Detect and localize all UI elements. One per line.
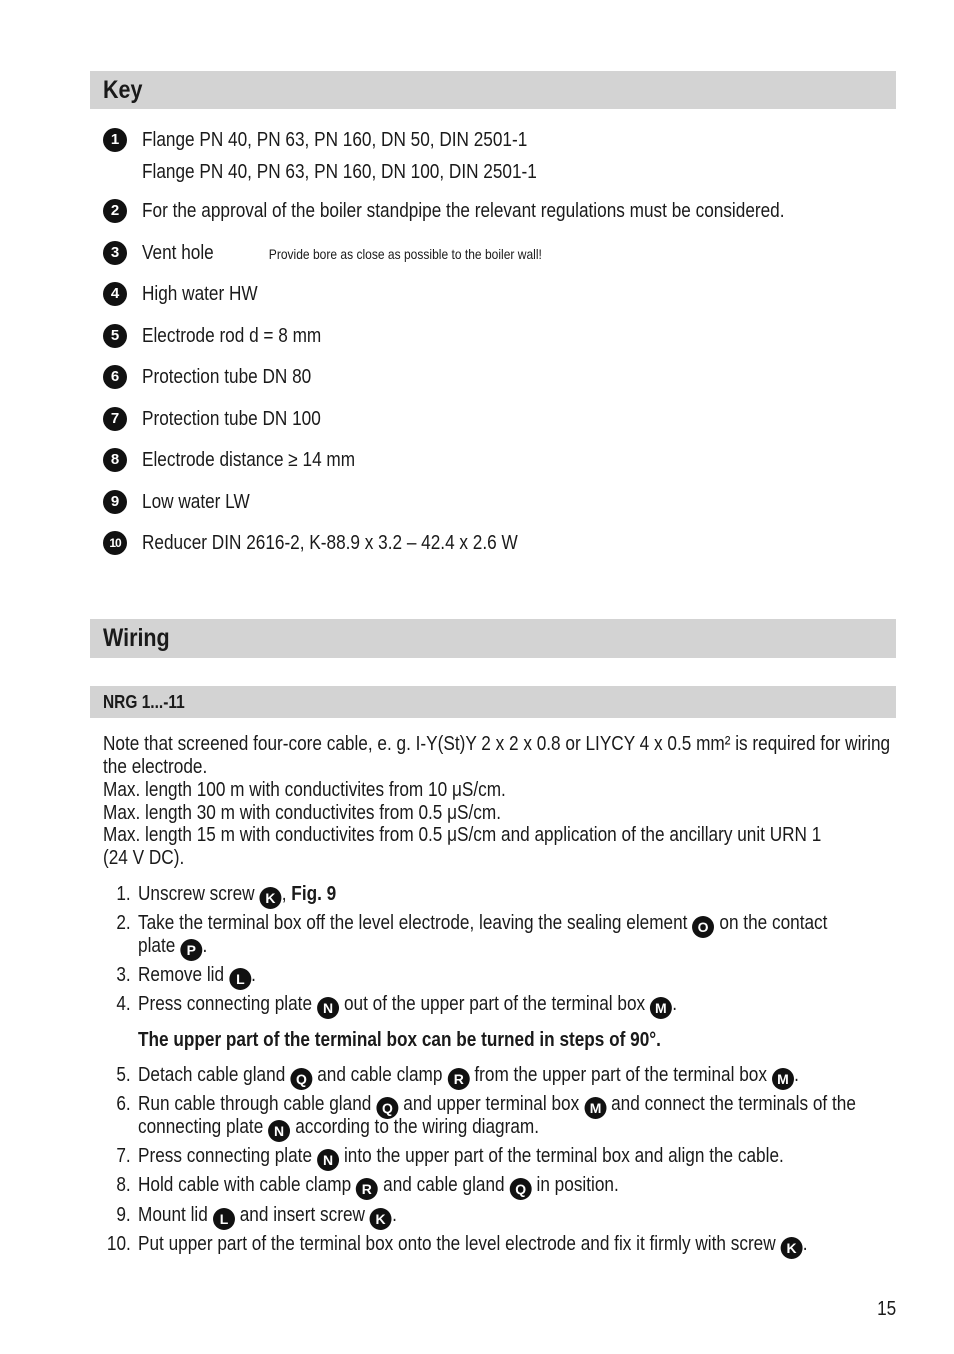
key-number-badge: 7 [103,407,127,431]
step-number: 9. [116,1204,131,1226]
label-badge: M [584,1097,606,1119]
subsection-title: NRG 1...-11 [103,692,185,712]
step-text: Take the terminal box off the level electrode, leaving the sealing element O on the contact [138,912,827,938]
step-text: Press connecting plate N into the upper part of the terminal box and align the cable. [138,1145,784,1171]
label-badge: M [650,997,672,1019]
step-text: Remove lid L . [138,964,256,990]
intro-line: Max. length 15 m with conductivites from 0.5 μS/cm and application of the ancillary unit URN 1 [103,824,822,846]
key-number-badge: 5 [103,324,127,348]
key-number-badge: 9 [103,490,127,514]
step-number: 1. [116,883,131,905]
step-number: 4. [116,993,131,1015]
wiring-section-title: Wiring [103,624,170,652]
figure-reference: Fig. 9 [291,883,337,905]
label-badge: N [317,1149,339,1171]
key-item-text: Flange PN 40, PN 63, PN 160, DN 50, DIN 2501-1 [142,129,528,151]
key-number-badge: 8 [103,448,127,472]
label-badge: K [370,1208,392,1230]
label-badge: L [213,1208,235,1230]
label-badge: P [180,939,202,961]
label-badge: Q [290,1068,312,1090]
label-badge: N [317,997,339,1019]
key-number-badge: 4 [103,282,127,306]
wiring-section-header [90,619,896,658]
step-text: Put upper part of the terminal box onto the level electrode and fix it firmly with screw K . [138,1233,808,1259]
key-item-text [142,241,542,266]
key-item-text: High water HW [142,283,258,305]
key-item-label: Vent hole [142,242,214,264]
step-text: Hold cable with cable clamp R and cable gland Q in position. [138,1174,619,1200]
step-text-continued: connecting plate N according to the wiring diagram. [138,1116,539,1142]
key-number-badge: 10 [103,531,127,555]
key-section-title: Key [103,76,143,104]
intro-line: Max. length 30 m with conductivites from 0.5 μS/cm. [103,802,502,824]
label-badge: L [229,968,251,990]
step-text: Mount lid L and insert screw K . [138,1204,397,1230]
step-number: 7. [116,1145,131,1167]
subsection-header [90,686,896,718]
label-badge: Q [376,1097,398,1119]
intro-line: Note that screened four-core cable, e. g. I-Y(St)Y 2 x 2 x 0.8 or LIYCY 4 x 0.5 mm² is required for wiring [103,733,891,755]
key-item-text: Electrode distance ≥ 14 mm [142,449,356,471]
key-item-text: Electrode rod d = 8 mm [142,325,322,347]
step-text: Run cable through cable gland Q and upper terminal box M and connect the terminals of the [138,1093,856,1119]
step-text: Press connecting plate N out of the upper part of the terminal box M . [138,993,677,1019]
key-number-badge: 2 [103,199,127,223]
key-item-text: Low water LW [142,491,250,513]
key-number-badge: 3 [103,241,127,265]
key-item-text: Protection tube DN 100 [142,408,321,430]
key-item-text: For the approval of the boiler standpipe the relevant regulations must be considered. [142,200,785,222]
intro-line: Max. length 100 m with conductivites from 10 μS/cm. [103,779,506,801]
key-item-text: Protection tube DN 80 [142,366,312,388]
step-number: 2. [116,912,131,934]
label-badge: K [260,887,282,909]
label-badge: Q [510,1178,532,1200]
label-badge: R [356,1178,378,1200]
note-bold: The upper part of the terminal box can be turned in steps of 90°. [138,1029,661,1051]
step-text-continued: plate P . [138,935,207,961]
label-badge: K [781,1237,803,1259]
key-section-header [90,71,896,109]
step-number: 6. [116,1093,131,1115]
step-number: 5. [116,1064,131,1086]
label-badge: R [447,1068,469,1090]
key-item-text: Flange PN 40, PN 63, PN 160, DN 100, DIN 2501-1 [142,161,537,183]
intro-line: (24 V DC). [103,847,185,869]
label-badge: O [692,916,714,938]
label-badge: M [772,1068,794,1090]
intro-line: the electrode. [103,756,208,778]
step-number: 3. [116,964,131,986]
step-number: 8. [116,1174,131,1196]
key-number-badge: 6 [103,365,127,389]
step-text: Unscrew screw K , Fig. 9 [138,883,336,909]
page-number: 15 [876,1298,896,1320]
label-badge: N [268,1120,290,1142]
key-item-text: Reducer DIN 2616-2, K-88.9 x 3.2 – 42.4 x 2.6 W [142,532,518,554]
step-text: Detach cable gland Q and cable clamp R from the upper part of the terminal box M . [138,1064,799,1090]
key-item-note: Provide bore as close as possible to the boiler wall! [268,246,542,262]
key-number-badge: 1 [103,128,127,152]
step-number: 10. [107,1233,131,1255]
